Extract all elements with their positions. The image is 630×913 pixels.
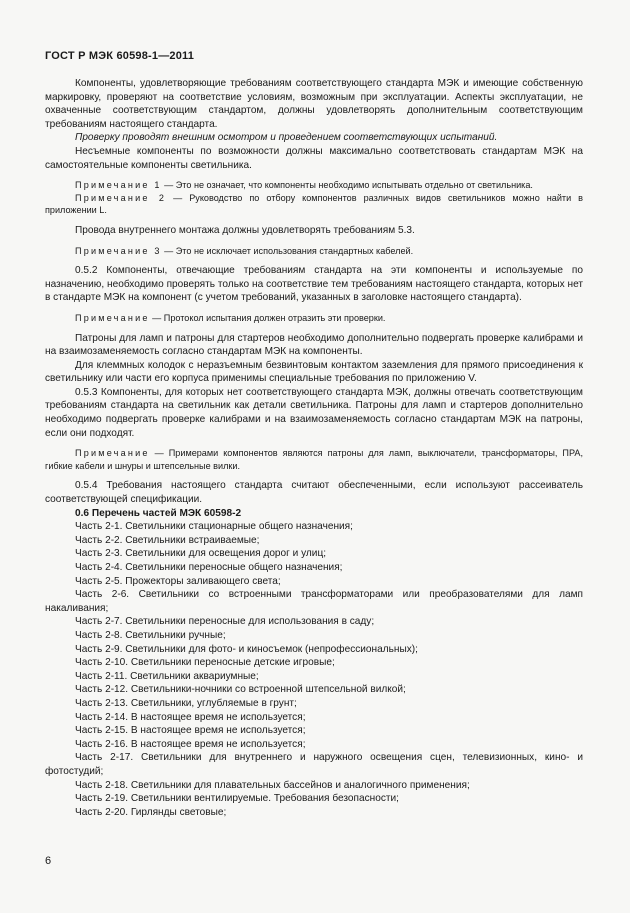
paragraph-wiring: Провода внутреннего монтажа должны удовлетворять требованиям 5.3. — [75, 224, 415, 236]
note-5-text: — Примерами компонентов являются патроны для ламп, выключатели, трансформаторы, ПРА, гибкие кабели и шнуры и штепсельные вилки. — [45, 448, 583, 471]
paragraph-terminal-blocks: Для клеммных колодок с неразъемным безвинтовым контактом заземления для прямого присоединения к светильнику или части его корпуса применимы специальные требования по приложению V. — [45, 359, 583, 385]
document-header: ГОСТ Р МЭК 60598-1—2011 — [45, 50, 195, 62]
note-2 — [45, 192, 583, 217]
paragraph-nonremovable: Несъемные компоненты по возможности должны максимально соответствовать стандартам МЭК на самостоятельные компоненты светильника. — [45, 145, 583, 171]
parts-list-item: Часть 2-9. Светильники для фото- и киносъемок (непрофессиональных); — [75, 643, 418, 655]
parts-list-item: Часть 2-16. В настоящее время не используется; — [75, 738, 306, 750]
note-2-label: Примечание 2 — [75, 192, 167, 203]
note-5-label: Примечание — [75, 448, 150, 459]
note-4 — [45, 312, 583, 325]
parts-list-item: Часть 2-10. Светильники переносные детские игровые; — [75, 657, 335, 669]
paragraph-check-method: Проверку проводят внешним осмотром и проведением соответствующих испытаний. — [75, 132, 498, 144]
note-4-label: Примечание — [75, 312, 150, 323]
note-1-label: Примечание 1 — [75, 180, 162, 191]
note-3-label: Примечание 3 — [75, 245, 162, 256]
parts-list-item: Часть 2-2. Светильники встраиваемые; — [75, 534, 260, 546]
note-4-text: — Протокол испытания должен отразить эти проверки. — [149, 312, 386, 323]
parts-list-item: Часть 2-15. В настоящее время не используется; — [75, 725, 306, 737]
parts-list-item: Часть 2-7. Светильники переносные для использования в саду; — [75, 616, 375, 628]
note-2-text: — Руководство по отбору компонентов различных видов светильников можно найти в приложении L. — [45, 192, 584, 216]
parts-list-item: Часть 2-20. Гирлянды световые; — [75, 806, 227, 818]
note-1-text: — Это не означает, что компоненты необходимо испытывать отдельно от светильника. — [161, 180, 533, 191]
parts-list-item: Часть 2-3. Светильники для освещения дорог и улиц; — [75, 548, 327, 560]
document-body — [45, 77, 583, 819]
note-3 — [45, 245, 583, 258]
parts-list-item: Часть 2-5. Прожекторы заливающего света; — [75, 575, 281, 587]
paragraph-0-5-4: 0.5.4 Требования настоящего стандарта считают обеспеченными, если используют рассеиватель соответствующей спецификации. — [45, 480, 583, 506]
parts-list-item: Часть 2-19. Светильники вентилируемые. Требования безопасности; — [75, 793, 399, 805]
note-1 — [45, 179, 583, 192]
page-number: 6 — [45, 855, 52, 867]
parts-list-item: Часть 2-8. Светильники ручные; — [75, 629, 226, 641]
paragraph-lampholders: Патроны для ламп и патроны для стартеров необходимо дополнительно подвергать проверке калибрами и на взаимозаменяемость согласно стандартам МЭК на компоненты. — [45, 332, 583, 358]
paragraph-0-5-2: 0.5.2 Компоненты, отвечающие требованиям стандарта на эти компоненты и используемые по назначению, необходимо проверять только на соответствие тем требованиям настоящего стандарта, которых нет в стандарте МЭК на компонент (с учетом требований, указанных в заголовке настоящего стандарта). — [45, 265, 583, 304]
parts-list-item: Часть 2-17. Светильники для внутреннего и наружного освещения сцен, телевизионных, кино- и фотостудий; — [45, 752, 583, 777]
parts-list-item: Часть 2-14. В настоящее время не используется; — [75, 711, 306, 723]
parts-list-item: Часть 2-18. Светильники для плавательных бассейнов и аналогичного применения; — [75, 779, 470, 791]
section-title: 0.6 Перечень частей МЭК 60598-2 — [75, 507, 242, 519]
paragraph-components: Компоненты, удовлетворяющие требованиям соответствующего стандарта МЭК и имеющие собственную маркировку, проверяют на соответствие условиям, возможным при эксплуатации. Аспекты эксплуатации, не охваченные соответствующим стандартом, должны удовлетворять дополнительным соответствующим требованиям настоящего стандарта. — [45, 78, 583, 130]
parts-list-item: Часть 2-1. Светильники стационарные общего назначения; — [75, 521, 353, 533]
parts-list-item: Часть 2-13. Светильники, углубляемые в грунт; — [75, 697, 297, 709]
note-3-text: — Это не исключает использования стандартных кабелей. — [161, 245, 414, 256]
note-5 — [45, 447, 583, 472]
parts-list-item: Часть 2-12. Светильники-ночники со встроенной штепсельной вилкой; — [75, 684, 406, 696]
paragraph-0-5-3: 0.5.3 Компоненты, для которых нет соответствующего стандарта МЭК, должны отвечать соответствующим требованиям стандарта на светильник как детали светильника. Патроны для ламп и стартеров дополнительно необходимо подвергать проверке калибрами и на взаимозаменяемость согласно стандартам МЭК на патроны, если они подходят. — [45, 386, 583, 439]
parts-list-item: Часть 2-6. Светильники со встроенными трансформаторами или преобразователями для ламп накаливания; — [45, 589, 583, 614]
parts-list-item: Часть 2-4. Светильники переносные общего назначения; — [75, 562, 343, 573]
parts-list-item: Часть 2-11. Светильники аквариумные; — [75, 670, 259, 682]
